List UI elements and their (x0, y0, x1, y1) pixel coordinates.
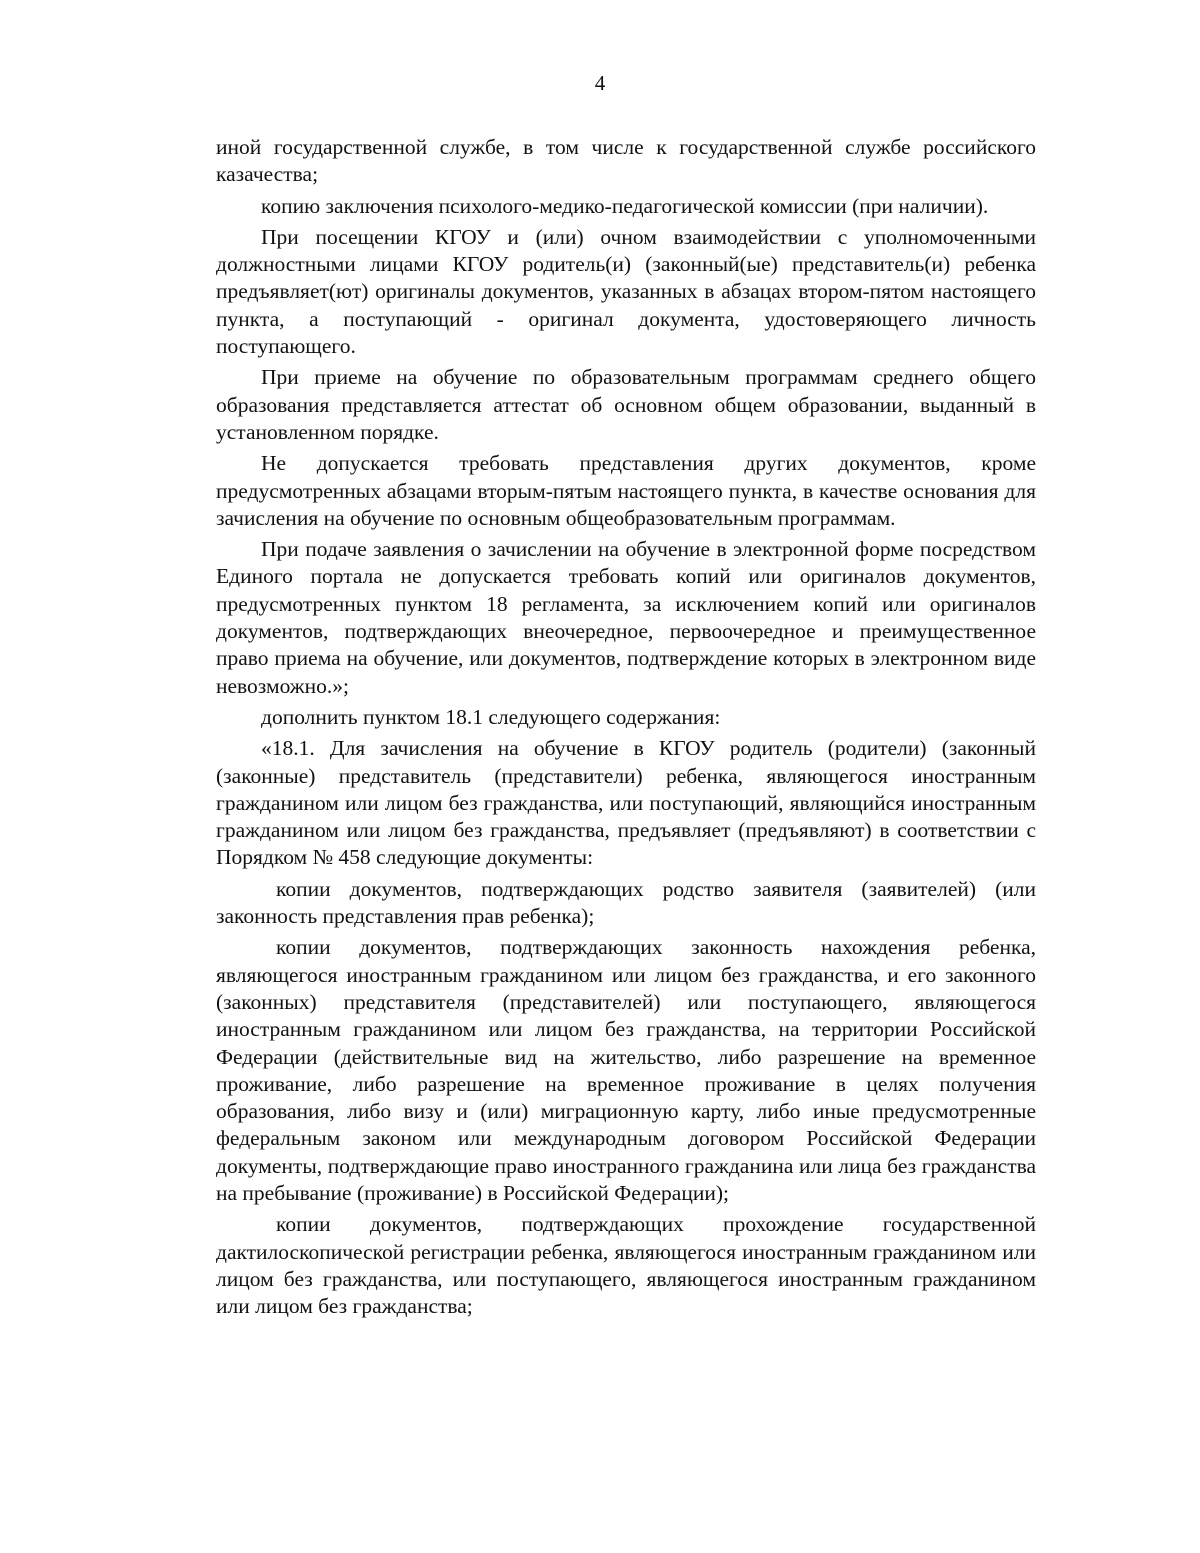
paragraph: При посещении КГОУ и (или) очном взаимодействии с уполномоченными должностными лицами КГОУ родитель(и) (законный(ые) представитель(и) ребенка предъявляет(ют) оригиналы документов, указанных в абзацах втором-пятом настоящего пункта, а поступающий - оригинал документа, удостоверяющего личность поступающего. (216, 224, 1036, 359)
paragraph: копии документов, подтверждающих законность нахождения ребенка, являющегося иностранным гражданином или лицом без гражданства, и его законного (законных) представителя (представителей) или поступающего, являющегося иностранным гражданином или лицом без гражданства, на территории Российской Федерации (действительные вид на жительство, либо разрешение на временное проживание, либо разрешение на временное проживание в целях получения образования, либо визу и (или) миграционную карту, либо иные предусмотренные федеральным законом или международным договором Российской Федерации документы, подтверждающие право иностранного гражданина или лица без гражданства на пребывание (проживание) в Российской Федерации); (216, 935, 1036, 1205)
document-body (216, 134, 1036, 1320)
paragraph: При приеме на обучение по образовательным программам среднего общего образования представляется аттестат об основном общем образовании, выданный в установленном порядке. (216, 365, 1036, 444)
paragraph: копии документов, подтверждающих прохождение государственной дактилоскопической регистрации ребенка, являющегося иностранным гражданином или лицом без гражданства, или поступающего, являющегося иностранным гражданином или лицом без гражданства; (216, 1212, 1036, 1319)
paragraph: При подаче заявления о зачислении на обучение в электронной форме посредством Единого портала не допускается требовать копий или оригиналов документов, предусмотренных пунктом 18 регламента, за исключением копий или оригиналов документов, подтверждающих внеочередное, первоочередное и преимущественное право приема на обучение, или документов, подтверждение которых в электронном виде невозможно.»; (216, 537, 1036, 698)
page-number: 4 (594, 71, 606, 95)
paragraph: копию заключения психолого-медико-педагогической комиссии (при наличии). (261, 193, 989, 218)
paragraph: Не допускается требовать представления других документов, кроме предусмотренных абзацами вторым-пятым настоящего пункта, в качестве основания для зачисления на обучение по основным общеобразовательным программам. (216, 451, 1036, 530)
paragraph: «18.1. Для зачисления на обучение в КГОУ родитель (родители) (законный (законные) представитель (представители) ребенка, являющегося иностранным гражданином или лицом без гражданства, или поступающий, являющийся иностранным гражданином или лицом без гражданства, предъявляет (предъявляют) в соответствии с Порядком № 458 следующие документы: (216, 736, 1036, 870)
paragraph: копии документов, подтверждающих родство заявителя (заявителей) (или законность представления прав ребенка); (216, 876, 1036, 929)
paragraph: иной государственной службе, в том числе к государственной службе российского казачества; (216, 135, 1036, 187)
paragraph: дополнить пунктом 18.1 следующего содержания: (261, 704, 721, 729)
